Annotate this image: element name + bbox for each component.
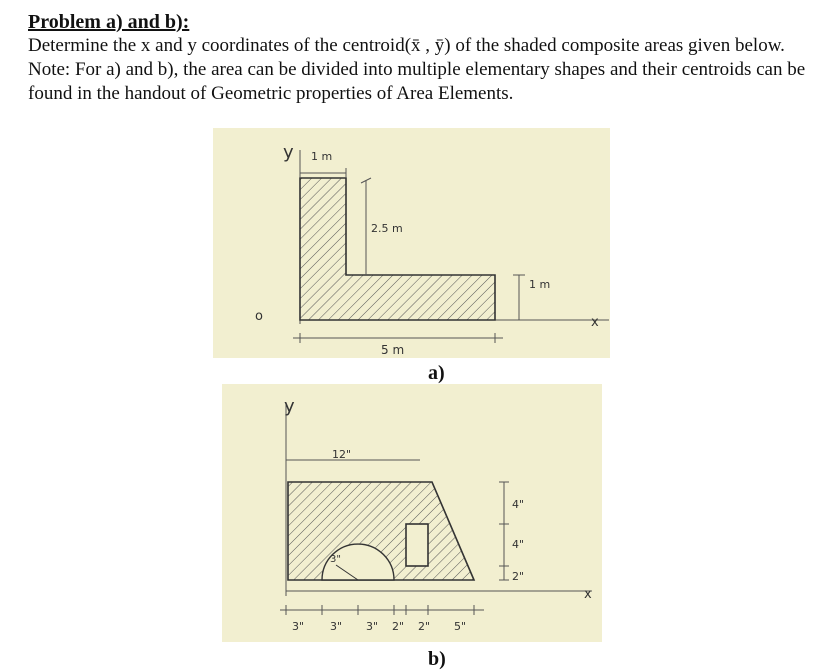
fig-b-dim-h1: 4" (512, 498, 525, 511)
figure-a-svg (213, 128, 610, 358)
fig-a-y-label: y (283, 142, 294, 163)
fig-b-dim-radius: 3" (330, 554, 341, 565)
fig-b-rect-hole (406, 524, 428, 566)
figure-b-caption: b) (428, 648, 446, 670)
fig-a-dim-base: 5 m (381, 343, 405, 357)
fig-a-dim-top: 1 m (311, 150, 333, 163)
problem-paragraph: Determine the x and y coordinates of the centroid(x̄ , ȳ) of the shaded composite areas given below. Note: For a) and b), the area can be divided into multiple elementary shapes and their centroids can be found in the handout of Geometric properties of Area Elements. (28, 35, 806, 104)
fig-b-dim-h3: 2" (512, 570, 525, 583)
figure-a-sketch (213, 128, 610, 358)
fig-b-y-label: y (284, 396, 295, 417)
fig-b-dim-b1: 3" (292, 620, 305, 633)
problem-heading: Problem a) and b): (28, 11, 190, 33)
fig-b-dim-b4: 2" (392, 620, 405, 633)
fig-b-dim-b6: 5" (454, 620, 467, 633)
fig-b-dim-b2: 3" (330, 620, 343, 633)
fig-a-dim-thickness: 1 m (529, 278, 551, 291)
figure-b-svg (222, 384, 602, 642)
figure-b-sketch (222, 384, 602, 642)
fig-b-dim-h2: 4" (512, 538, 525, 551)
fig-a-x-label: x (591, 315, 599, 330)
fig-b-x-label: x (584, 587, 592, 602)
fig-b-dim-top: 12" (332, 448, 352, 461)
fig-b-dim-b5: 2" (418, 620, 431, 633)
fig-b-dim-b3: 3" (366, 620, 379, 633)
fig-a-origin-label: o (255, 309, 263, 324)
figure-a-caption: a) (428, 362, 445, 384)
fig-a-dim-vertical: 2.5 m (371, 222, 403, 235)
problem-statement (28, 10, 818, 106)
fig-a-l-shape (300, 178, 495, 320)
